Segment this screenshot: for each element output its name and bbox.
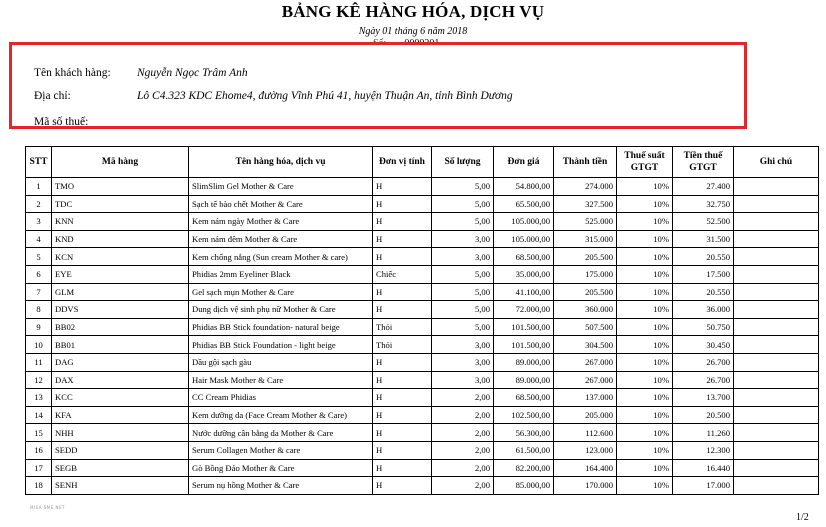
cell-quantity: 2,00: [432, 389, 494, 407]
cell-item-code: GLM: [52, 283, 189, 301]
table-header-row: [26, 147, 819, 178]
cell-quantity: 3,00: [432, 353, 494, 371]
cell-unit: H: [373, 195, 432, 213]
cell-note: [734, 283, 819, 301]
cell-quantity: 5,00: [432, 213, 494, 231]
cell-item-name: Serum Collagen Mother & care: [189, 441, 373, 459]
cell-note: [734, 406, 819, 424]
cell-unit-price: 101.500,00: [494, 318, 554, 336]
cell-vat-rate: 10%: [617, 424, 673, 442]
cell-item-name: Hair Mask Mother & Care: [189, 371, 373, 389]
cell-vat-rate: 10%: [617, 441, 673, 459]
customer-address-value: Lô C4.323 KDC Ehome4, đường Vĩnh Phú 41, huyện Thuận An, tỉnh Bình Dương: [137, 90, 513, 102]
header-vat-rate: Thuế suất GTGT: [617, 147, 673, 178]
cell-vat-amount: 12.300: [673, 441, 734, 459]
cell-amount: 175.000: [554, 265, 617, 283]
cell-amount: 123.000: [554, 441, 617, 459]
cell-amount: 360.000: [554, 301, 617, 319]
cell-item-name: Phidias 2mm Eyeliner Black: [189, 265, 373, 283]
cell-stt: 11: [26, 353, 52, 371]
cell-note: [734, 459, 819, 477]
table-row: [26, 301, 819, 319]
cell-vat-rate: 10%: [617, 283, 673, 301]
cell-stt: 3: [26, 213, 52, 231]
table-row: [26, 195, 819, 213]
table-row: [26, 213, 819, 231]
cell-vat-amount: 27.400: [673, 178, 734, 196]
cell-vat-amount: 26.700: [673, 371, 734, 389]
cell-unit-price: 65.500,00: [494, 195, 554, 213]
cell-item-code: SEGB: [52, 459, 189, 477]
cell-unit: Thỏi: [373, 336, 432, 354]
cell-item-code: BB01: [52, 336, 189, 354]
cell-item-code: DDVS: [52, 301, 189, 319]
cell-stt: 16: [26, 441, 52, 459]
software-footer: MISA SME.NET: [30, 505, 66, 510]
cell-unit-price: 89.000,00: [494, 371, 554, 389]
cell-vat-rate: 10%: [617, 178, 673, 196]
cell-stt: 17: [26, 459, 52, 477]
table-row: [26, 248, 819, 266]
cell-stt: 15: [26, 424, 52, 442]
cell-stt: 5: [26, 248, 52, 266]
cell-quantity: 2,00: [432, 459, 494, 477]
cell-note: [734, 195, 819, 213]
cell-item-code: KCC: [52, 389, 189, 407]
cell-vat-amount: 20.550: [673, 283, 734, 301]
cell-item-name: SlimSlim Gel Mother & Care: [189, 178, 373, 196]
cell-amount: 170.000: [554, 477, 617, 495]
cell-amount: 274.000: [554, 178, 617, 196]
page-number: 1/2: [796, 512, 809, 523]
cell-stt: 4: [26, 230, 52, 248]
cell-vat-amount: 31.500: [673, 230, 734, 248]
cell-vat-rate: 10%: [617, 248, 673, 266]
cell-vat-rate: 10%: [617, 371, 673, 389]
cell-vat-amount: 17.500: [673, 265, 734, 283]
cell-vat-rate: 10%: [617, 213, 673, 231]
cell-stt: 8: [26, 301, 52, 319]
cell-note: [734, 301, 819, 319]
cell-item-name: Dung dịch vệ sinh phụ nữ Mother & Care: [189, 301, 373, 319]
cell-unit: H: [373, 230, 432, 248]
cell-item-code: KFA: [52, 406, 189, 424]
cell-vat-amount: 13.700: [673, 389, 734, 407]
cell-item-code: KND: [52, 230, 189, 248]
cell-vat-amount: 20.550: [673, 248, 734, 266]
cell-item-name: Kem dưỡng da (Face Cream Mother & Care): [189, 406, 373, 424]
header-item-name: Tên hàng hóa, dịch vụ: [189, 147, 373, 178]
cell-item-code: SEDD: [52, 441, 189, 459]
cell-quantity: 5,00: [432, 301, 494, 319]
cell-note: [734, 371, 819, 389]
cell-vat-amount: 36.000: [673, 301, 734, 319]
cell-item-code: KNN: [52, 213, 189, 231]
cell-unit: H: [373, 406, 432, 424]
cell-vat-rate: 10%: [617, 477, 673, 495]
cell-item-name: Gò Bồng Đảo Mother & Care: [189, 459, 373, 477]
cell-amount: 164.400: [554, 459, 617, 477]
cell-item-code: BB02: [52, 318, 189, 336]
document-title: BẢNG KÊ HÀNG HÓA, DỊCH VỤ: [281, 2, 545, 21]
cell-vat-amount: 20.500: [673, 406, 734, 424]
cell-item-code: TMO: [52, 178, 189, 196]
cell-vat-amount: 32.750: [673, 195, 734, 213]
cell-stt: 10: [26, 336, 52, 354]
cell-vat-rate: 10%: [617, 195, 673, 213]
cell-vat-amount: 16.440: [673, 459, 734, 477]
goods-table: [25, 146, 819, 495]
cell-amount: 315.000: [554, 230, 617, 248]
cell-item-name: Sạch tế bào chết Mother & Care: [189, 195, 373, 213]
cell-amount: 205.000: [554, 406, 617, 424]
cell-note: [734, 441, 819, 459]
cell-note: [734, 424, 819, 442]
cell-item-code: SENH: [52, 477, 189, 495]
cell-vat-rate: 10%: [617, 301, 673, 319]
cell-unit-price: 54.800,00: [494, 178, 554, 196]
cell-note: [734, 230, 819, 248]
cell-amount: 327.500: [554, 195, 617, 213]
cell-vat-rate: 10%: [617, 389, 673, 407]
cell-unit-price: 89.000,00: [494, 353, 554, 371]
table-row: [26, 178, 819, 196]
cell-note: [734, 213, 819, 231]
cell-unit-price: 72.000,00: [494, 301, 554, 319]
table-row: [26, 459, 819, 477]
table-row: [26, 477, 819, 495]
cell-vat-amount: 30.450: [673, 336, 734, 354]
cell-item-name: Serum nụ hồng Mother & Care: [189, 477, 373, 495]
cell-amount: 267.000: [554, 371, 617, 389]
cell-unit: H: [373, 283, 432, 301]
cell-vat-rate: 10%: [617, 459, 673, 477]
header-stt: STT: [26, 147, 52, 178]
header-unit: Đơn vị tính: [373, 147, 432, 178]
cell-quantity: 2,00: [432, 477, 494, 495]
table-row: [26, 424, 819, 442]
cell-unit: H: [373, 441, 432, 459]
cell-item-code: NHH: [52, 424, 189, 442]
cell-stt: 9: [26, 318, 52, 336]
cell-quantity: 5,00: [432, 178, 494, 196]
cell-item-name: Phidias BB Stick foundation- natural beige: [189, 318, 373, 336]
cell-unit: H: [373, 301, 432, 319]
cell-vat-rate: 10%: [617, 336, 673, 354]
cell-quantity: 2,00: [432, 424, 494, 442]
cell-quantity: 2,00: [432, 406, 494, 424]
header-quantity: Số lượng: [432, 147, 494, 178]
cell-stt: 14: [26, 406, 52, 424]
cell-unit: Chiếc: [373, 265, 432, 283]
cell-unit: H: [373, 389, 432, 407]
cell-stt: 13: [26, 389, 52, 407]
cell-quantity: 5,00: [432, 318, 494, 336]
header-unit-price: Đơn giá: [494, 147, 554, 178]
cell-item-name: Nước dưỡng cân bằng da Mother & Care: [189, 424, 373, 442]
cell-quantity: 5,00: [432, 195, 494, 213]
cell-vat-rate: 10%: [617, 353, 673, 371]
cell-stt: 12: [26, 371, 52, 389]
cell-quantity: 5,00: [432, 283, 494, 301]
cell-note: [734, 178, 819, 196]
cell-item-code: EYE: [52, 265, 189, 283]
cell-vat-amount: 11.260: [673, 424, 734, 442]
table-body: [26, 178, 819, 495]
table-row: [26, 441, 819, 459]
cell-quantity: 3,00: [432, 248, 494, 266]
cell-vat-amount: 17.000: [673, 477, 734, 495]
cell-item-name: Dầu gội sạch gàu: [189, 353, 373, 371]
cell-note: [734, 336, 819, 354]
cell-unit: H: [373, 459, 432, 477]
cell-item-code: DAX: [52, 371, 189, 389]
header-item-code: Mã hàng: [52, 147, 189, 178]
document-date: Ngày 01 tháng 6 năm 2018: [358, 26, 468, 37]
table-row: [26, 265, 819, 283]
cell-amount: 205.500: [554, 283, 617, 301]
cell-amount: 137.000: [554, 389, 617, 407]
cell-amount: 205.500: [554, 248, 617, 266]
cell-item-name: CC Cream Phidias: [189, 389, 373, 407]
cell-unit: H: [373, 248, 432, 266]
cell-note: [734, 318, 819, 336]
cell-unit-price: 85.000,00: [494, 477, 554, 495]
cell-unit: H: [373, 213, 432, 231]
cell-vat-amount: 26.700: [673, 353, 734, 371]
cell-unit-price: 56.300,00: [494, 424, 554, 442]
cell-amount: 304.500: [554, 336, 617, 354]
customer-name-label: Tên khách hàng:: [34, 67, 111, 79]
cell-item-name: Kem chống nắng (Sun cream Mother & care): [189, 248, 373, 266]
cell-item-code: DAG: [52, 353, 189, 371]
cell-unit: H: [373, 178, 432, 196]
cell-unit-price: 41.100,00: [494, 283, 554, 301]
cell-vat-amount: 52.500: [673, 213, 734, 231]
cell-item-name: Kem nám đêm Mother & Care: [189, 230, 373, 248]
customer-name-value: Nguyễn Ngọc Trâm Anh: [137, 67, 248, 79]
cell-item-name: Kem nám ngày Mother & Care: [189, 213, 373, 231]
cell-note: [734, 353, 819, 371]
cell-stt: 2: [26, 195, 52, 213]
cell-stt: 6: [26, 265, 52, 283]
customer-address-label: Địa chỉ:: [34, 90, 71, 102]
cell-stt: 7: [26, 283, 52, 301]
header-note: Ghi chú: [734, 147, 819, 178]
table-row: [26, 406, 819, 424]
cell-stt: 18: [26, 477, 52, 495]
table-row: [26, 371, 819, 389]
cell-unit-price: 68.500,00: [494, 389, 554, 407]
cell-vat-rate: 10%: [617, 406, 673, 424]
cell-amount: 507.500: [554, 318, 617, 336]
cell-quantity: 3,00: [432, 230, 494, 248]
cell-quantity: 3,00: [432, 371, 494, 389]
cell-amount: 525.000: [554, 213, 617, 231]
cell-vat-amount: 50.750: [673, 318, 734, 336]
header-vat-amount: Tiền thuế GTGT: [673, 147, 734, 178]
cell-item-code: KCN: [52, 248, 189, 266]
cell-unit-price: 105.000,00: [494, 213, 554, 231]
cell-amount: 267.000: [554, 353, 617, 371]
cell-note: [734, 477, 819, 495]
cell-unit-price: 82.200,00: [494, 459, 554, 477]
cell-unit-price: 102.500,00: [494, 406, 554, 424]
cell-amount: 112.600: [554, 424, 617, 442]
customer-info-highlight: [9, 42, 747, 129]
table-row: [26, 336, 819, 354]
cell-unit-price: 68.500,00: [494, 248, 554, 266]
cell-unit: H: [373, 477, 432, 495]
cell-unit-price: 61.500,00: [494, 441, 554, 459]
cell-quantity: 5,00: [432, 265, 494, 283]
cell-unit: H: [373, 353, 432, 371]
cell-unit: H: [373, 424, 432, 442]
header-amount: Thành tiền: [554, 147, 617, 178]
cell-item-name: Phidias BB Stick Foundation - light beige: [189, 336, 373, 354]
cell-unit: H: [373, 371, 432, 389]
cell-unit-price: 101.500,00: [494, 336, 554, 354]
cell-unit: Thỏi: [373, 318, 432, 336]
table-row: [26, 283, 819, 301]
table-row: [26, 353, 819, 371]
cell-item-code: TDC: [52, 195, 189, 213]
cell-note: [734, 248, 819, 266]
customer-tax-label: Mã số thuế:: [34, 116, 89, 128]
cell-unit-price: 35.000,00: [494, 265, 554, 283]
cell-note: [734, 389, 819, 407]
table-row: [26, 230, 819, 248]
cell-vat-rate: 10%: [617, 318, 673, 336]
cell-note: [734, 265, 819, 283]
cell-quantity: 2,00: [432, 441, 494, 459]
cell-unit-price: 105.000,00: [494, 230, 554, 248]
table-row: [26, 389, 819, 407]
cell-vat-rate: 10%: [617, 265, 673, 283]
table-row: [26, 318, 819, 336]
cell-vat-rate: 10%: [617, 230, 673, 248]
cell-stt: 1: [26, 178, 52, 196]
cell-item-name: Gel sạch mụn Mother & Care: [189, 283, 373, 301]
cell-quantity: 3,00: [432, 336, 494, 354]
